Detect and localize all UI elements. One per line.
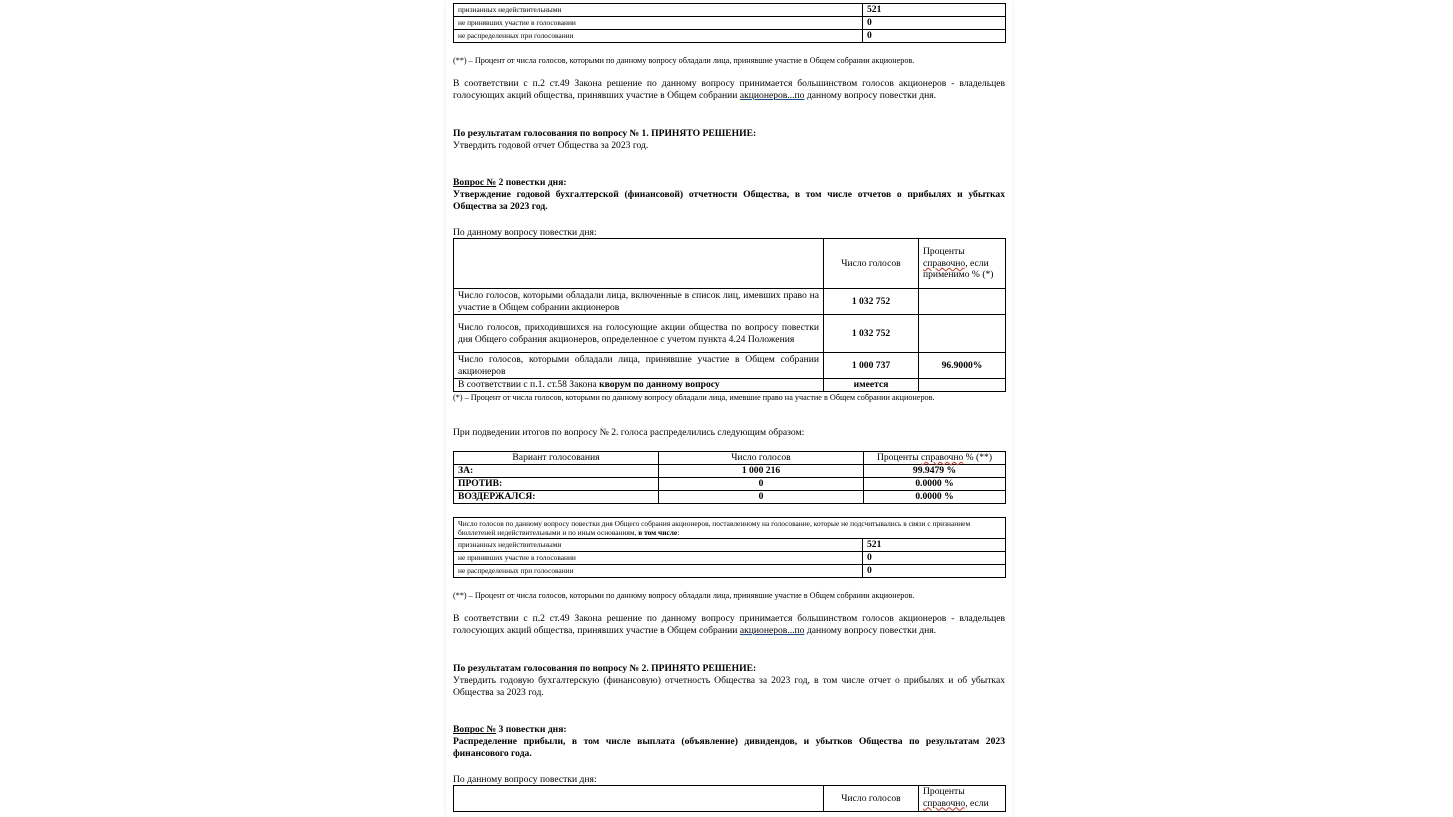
table-row: не распределенных при голосовании 0 — [454, 565, 1006, 578]
invalid-votes-table-q1 — [453, 3, 1005, 43]
result-heading: По результатам голосования по вопросу № 2. ПРИНЯТО РЕШЕНИЕ: — [453, 663, 757, 674]
table-row — [454, 4, 1006, 17]
invalid-votes-table-q2 — [453, 517, 1005, 578]
question-3-header: Вопрос № 3 повестки дня: Распределение прибыли, в том числе выплата (объявление) дивидендов, и убытков Общества по результатам 2023 финансового года. — [453, 724, 1005, 760]
document-page — [446, 0, 1012, 817]
table-note-row: Число голосов по данному вопросу повестки дня Общего собрания акционеров, поставленному на голосование, которые не подсчитывались в связи с признанием бюллетеней недействительными и по иным основаниям, в том числе: — [454, 518, 1006, 539]
row-value: 0 — [863, 30, 1006, 43]
result-text: Утвердить годовую бухгалтерскую (финансовую) отчетность Общества за 2023 год, в том числе отчет о прибылях и об убытках Общества за 2023 год. — [453, 675, 1005, 699]
table-row: не принявших участие в голосовании 0 — [454, 552, 1006, 565]
footnote-q1: (**) – Процент от числа голосов, которыми по данному вопросу обладали лица, принявшие участие в Общем собрании акционеров. — [453, 56, 915, 65]
vote-table-q2 — [453, 451, 1005, 504]
col-pct-header: Проценты справочно, если применимо % (*) — [919, 239, 1006, 289]
result-text: Утвердить годовой отчет Общества за 2023 год. — [453, 140, 649, 152]
question-link[interactable]: Вопрос № — [453, 177, 497, 188]
col-votes-header: Число голосов — [824, 239, 919, 289]
law-paragraph-q1: В соответствии с п.2 ст.49 Закона решение по данному вопросу принимается большинством голосов акционеров - владельцев голосующих акций общества, принявших участие в Общем собрании акционеров...по данному вопросу повестки дня. — [453, 78, 1005, 102]
row-label: признанных недействительными — [454, 4, 863, 17]
table-row: Число голосов, которыми обладали лица, включенные в список лиц, имевших право на участие в Общем собрании акционеров 1 032 752 — [454, 289, 1006, 315]
inline-link[interactable]: акционеров...по — [739, 625, 805, 637]
table-row: ЗА: 1 000 216 99.9479 % — [454, 465, 1006, 478]
quorum-status: имеется — [824, 379, 919, 392]
table-row: Число голосов, которыми обладали лица, принявшие участие в Общем собрании акционеров 1 000 737 96.9000% — [454, 353, 1006, 379]
table-row: ВОЗДЕРЖАЛСЯ: 0 0.0000 % — [454, 491, 1006, 504]
row-value: 0 — [863, 17, 1006, 30]
quorum-row: В соответствии с п.1. ст.58 Закона кворум по данному вопросу имеется — [454, 379, 1006, 392]
table-row: Число голосов, приходившихся на голосующие акции общества по вопросу повестки дня Общего собрания акционеров, определенное с учетом пункта 4.24 Положения 1 032 752 — [454, 315, 1006, 353]
tally-intro-q2: При подведении итогов по вопросу № 2. голоса распределились следующим образом: — [453, 427, 805, 438]
footnote-single-q2: (*) – Процент от числа голосов, которыми по данному вопросу обладали лица, имевшие право на участие в Общем собрании акционеров. — [453, 393, 935, 402]
result-heading: По результатам голосования по вопросу № 1. ПРИНЯТО РЕШЕНИЕ: — [453, 128, 757, 139]
row-label: не распределенных при голосовании — [454, 30, 863, 43]
question-title: Утверждение годовой бухгалтерской (финансовой) отчетности Общества, в том числе отчетов о прибылях и убытках Общества за 2023 год. — [453, 189, 1005, 213]
quorum-table-q3 — [453, 785, 1005, 812]
table-row — [454, 17, 1006, 30]
table-header-row — [454, 239, 1006, 289]
table-row: признанных недействительными 521 — [454, 539, 1006, 552]
table-row: ПРОТИВ: 0 0.0000 % — [454, 478, 1006, 491]
table-row — [454, 30, 1006, 43]
quorum-table-q2 — [453, 238, 1005, 392]
result-q2 — [453, 663, 1005, 700]
question-link[interactable]: Вопрос № — [453, 724, 497, 735]
table-header-row: Число голосов Проценты справочно, если — [454, 786, 1006, 812]
law-paragraph-q2: В соответствии с п.2 ст.49 Закона решение по данному вопросу принимается большинством голосов акционеров - владельцев голосующих акций общества, принявших участие в Общем собрании акционеров...по данному вопросу повестки дня. — [453, 613, 1005, 637]
table-header-row: Вариант голосования Число голосов Проценты справочно % (**) — [454, 452, 1006, 465]
question-2-header: Вопрос № 2 повестки дня: Утверждение годовой бухгалтерской (финансовой) отчетности Общества, в том числе отчетов о прибылях и убытках Общества за 2023 год. — [453, 177, 1005, 213]
question-title: Распределение прибыли, в том числе выплата (объявление) дивидендов, и убытков Общества по результатам 2023 финансового года. — [453, 736, 1005, 760]
inline-link[interactable]: акционеров...по — [739, 90, 805, 102]
footnote-dbl-q2: (**) – Процент от числа голосов, которыми по данному вопросу обладали лица, принявшие участие в Общем собрании акционеров. — [453, 591, 915, 600]
row-value: 521 — [863, 4, 1006, 17]
result-q1 — [453, 128, 1005, 152]
question-3-intro: По данному вопросу повестки дня: — [453, 774, 597, 785]
row-label: не принявших участие в голосовании — [454, 17, 863, 30]
question-2-intro: По данному вопросу повестки дня: — [453, 227, 597, 238]
